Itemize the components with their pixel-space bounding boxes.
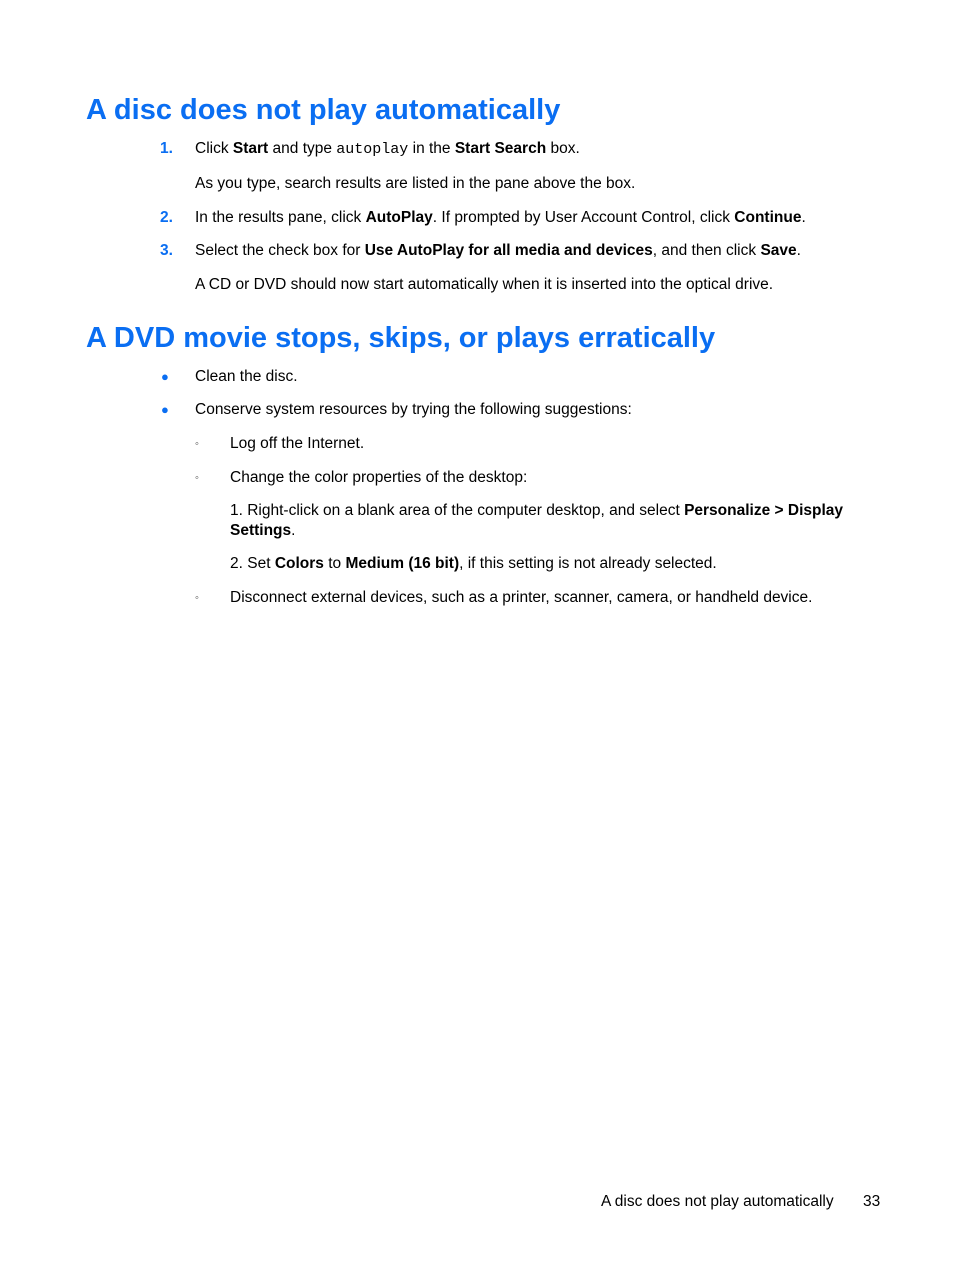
- sub-step-1-line-2: Settings.: [230, 522, 296, 539]
- section-heading-disc-autoplay: A disc does not play automatically: [86, 94, 561, 126]
- section-heading-dvd-erratic: A DVD movie stops, skips, or plays erratically: [86, 322, 716, 354]
- sub-bullet-icon: ◦: [195, 472, 199, 484]
- footer-title: A disc does not play automatically: [601, 1193, 834, 1210]
- sub-item: Log off the Internet.: [230, 435, 365, 452]
- step-1-note: As you type, search results are listed in the pane above the box.: [195, 175, 636, 192]
- bullet-icon: ●: [161, 402, 169, 417]
- sub-step-1-line-1: 1. Right-click on a blank area of the computer desktop, and select Personalize > Display: [230, 502, 844, 519]
- sub-bullet-icon: ◦: [195, 438, 199, 450]
- sub-item: Change the color properties of the desktop:: [230, 469, 528, 486]
- step-2-text: In the results pane, click AutoPlay. If prompted by User Account Control, click Continue.: [195, 209, 806, 226]
- step-number: 3.: [160, 242, 173, 259]
- sub-item: Disconnect external devices, such as a printer, scanner, camera, or handheld device.: [230, 589, 813, 606]
- step-number: 2.: [160, 209, 173, 226]
- step-3-text: Select the check box for Use AutoPlay for all media and devices, and then click Save.: [195, 242, 801, 259]
- step-1-text: Click Start and type autoplay in the Start Search box.: [195, 140, 580, 158]
- bullet-item: Conserve system resources by trying the following suggestions:: [195, 401, 632, 418]
- bullet-icon: ●: [161, 369, 169, 384]
- bullet-item: Clean the disc.: [195, 368, 298, 385]
- step-number: 1.: [160, 140, 173, 157]
- sub-bullet-icon: ◦: [195, 592, 199, 604]
- sub-step-2: 2. Set Colors to Medium (16 bit), if this setting is not already selected.: [230, 555, 717, 572]
- page-number: 33: [863, 1193, 881, 1210]
- step-3-note: A CD or DVD should now start automatically when it is inserted into the optical drive.: [195, 276, 774, 293]
